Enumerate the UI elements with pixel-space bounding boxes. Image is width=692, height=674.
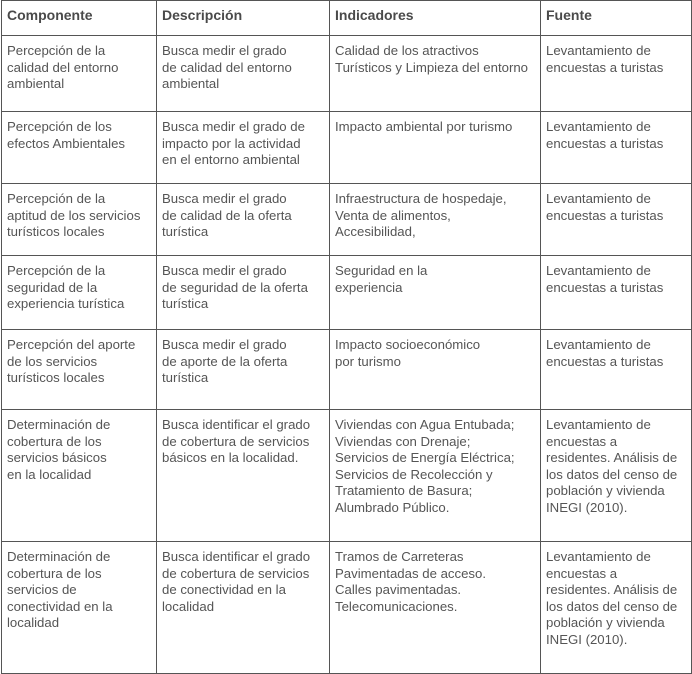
cell-componente: Percepción de la seguridad de la experiencia turística — [2, 256, 157, 330]
cell-descripcion: Busca medir el grado de calidad del entorno ambiental — [157, 36, 330, 112]
header-row — [2, 1, 692, 36]
cell-componente: Determinación de cobertura de los servicios de conectividad en la localidad — [2, 542, 157, 674]
cell-indicadores: Tramos de Carreteras Pavimentadas de acceso. Calles pavimentadas. Telecomunicaciones. — [330, 542, 541, 674]
cell-descripcion: Busca medir el grado de seguridad de la oferta turística — [157, 256, 330, 330]
cell-componente: Percepción de la calidad del entorno ambiental — [2, 36, 157, 112]
header-indicadores: Indicadores — [330, 1, 541, 36]
cell-indicadores: Calidad de los atractivos Turísticos y Limpieza del entorno — [330, 36, 541, 112]
cell-indicadores: Impacto socioeconómico por turismo — [330, 330, 541, 410]
table-row — [2, 256, 692, 330]
cell-fuente: Levantamiento de encuestas a turistas — [541, 184, 692, 256]
table-row — [2, 542, 692, 674]
table-row — [2, 112, 692, 184]
cell-fuente: Levantamiento de encuestas a turistas — [541, 36, 692, 112]
cell-componente: Percepción de los efectos Ambientales — [2, 112, 157, 184]
cell-componente: Determinación de cobertura de los servicios básicos en la localidad — [2, 410, 157, 542]
cell-indicadores: Infraestructura de hospedaje, Venta de alimentos, Accesibilidad, — [330, 184, 541, 256]
cell-fuente: Levantamiento de encuestas a residentes. Análisis de los datos del censo de población y vivienda INEGI (2010). — [541, 410, 692, 542]
table-row — [2, 36, 692, 112]
cell-descripcion: Busca identificar el grado de cobertura de servicios básicos en la localidad. — [157, 410, 330, 542]
cell-fuente: Levantamiento de encuestas a turistas — [541, 330, 692, 410]
cell-descripcion: Busca medir el grado de impacto por la actividad en el entorno ambiental — [157, 112, 330, 184]
cell-descripcion: Busca medir el grado de aporte de la oferta turística — [157, 330, 330, 410]
cell-fuente: Levantamiento de encuestas a turistas — [541, 112, 692, 184]
cell-descripcion: Busca medir el grado de calidad de la oferta turística — [157, 184, 330, 256]
cell-componente: Percepción del aporte de los servicios turísticos locales — [2, 330, 157, 410]
table-row — [2, 330, 692, 410]
header-componente: Componente — [2, 1, 157, 36]
cell-fuente: Levantamiento de encuestas a residentes. Análisis de los datos del censo de población y vivienda INEGI (2010). — [541, 542, 692, 674]
indicators-table — [1, 0, 692, 674]
header-descripcion: Descripción — [157, 1, 330, 36]
cell-indicadores: Seguridad en la experiencia — [330, 256, 541, 330]
cell-componente: Percepción de la aptitud de los servicios turísticos locales — [2, 184, 157, 256]
table-row — [2, 410, 692, 542]
cell-indicadores: Impacto ambiental por turismo — [330, 112, 541, 184]
header-fuente: Fuente — [541, 1, 692, 36]
cell-descripcion: Busca identificar el grado de cobertura de servicios de conectividad en la localidad — [157, 542, 330, 674]
cell-indicadores: Viviendas con Agua Entubada; Viviendas con Drenaje; Servicios de Energía Eléctrica; Servicios de Recolección y Tratamiento de Basura; Alumbrado Público. — [330, 410, 541, 542]
table-row — [2, 184, 692, 256]
cell-fuente: Levantamiento de encuestas a turistas — [541, 256, 692, 330]
